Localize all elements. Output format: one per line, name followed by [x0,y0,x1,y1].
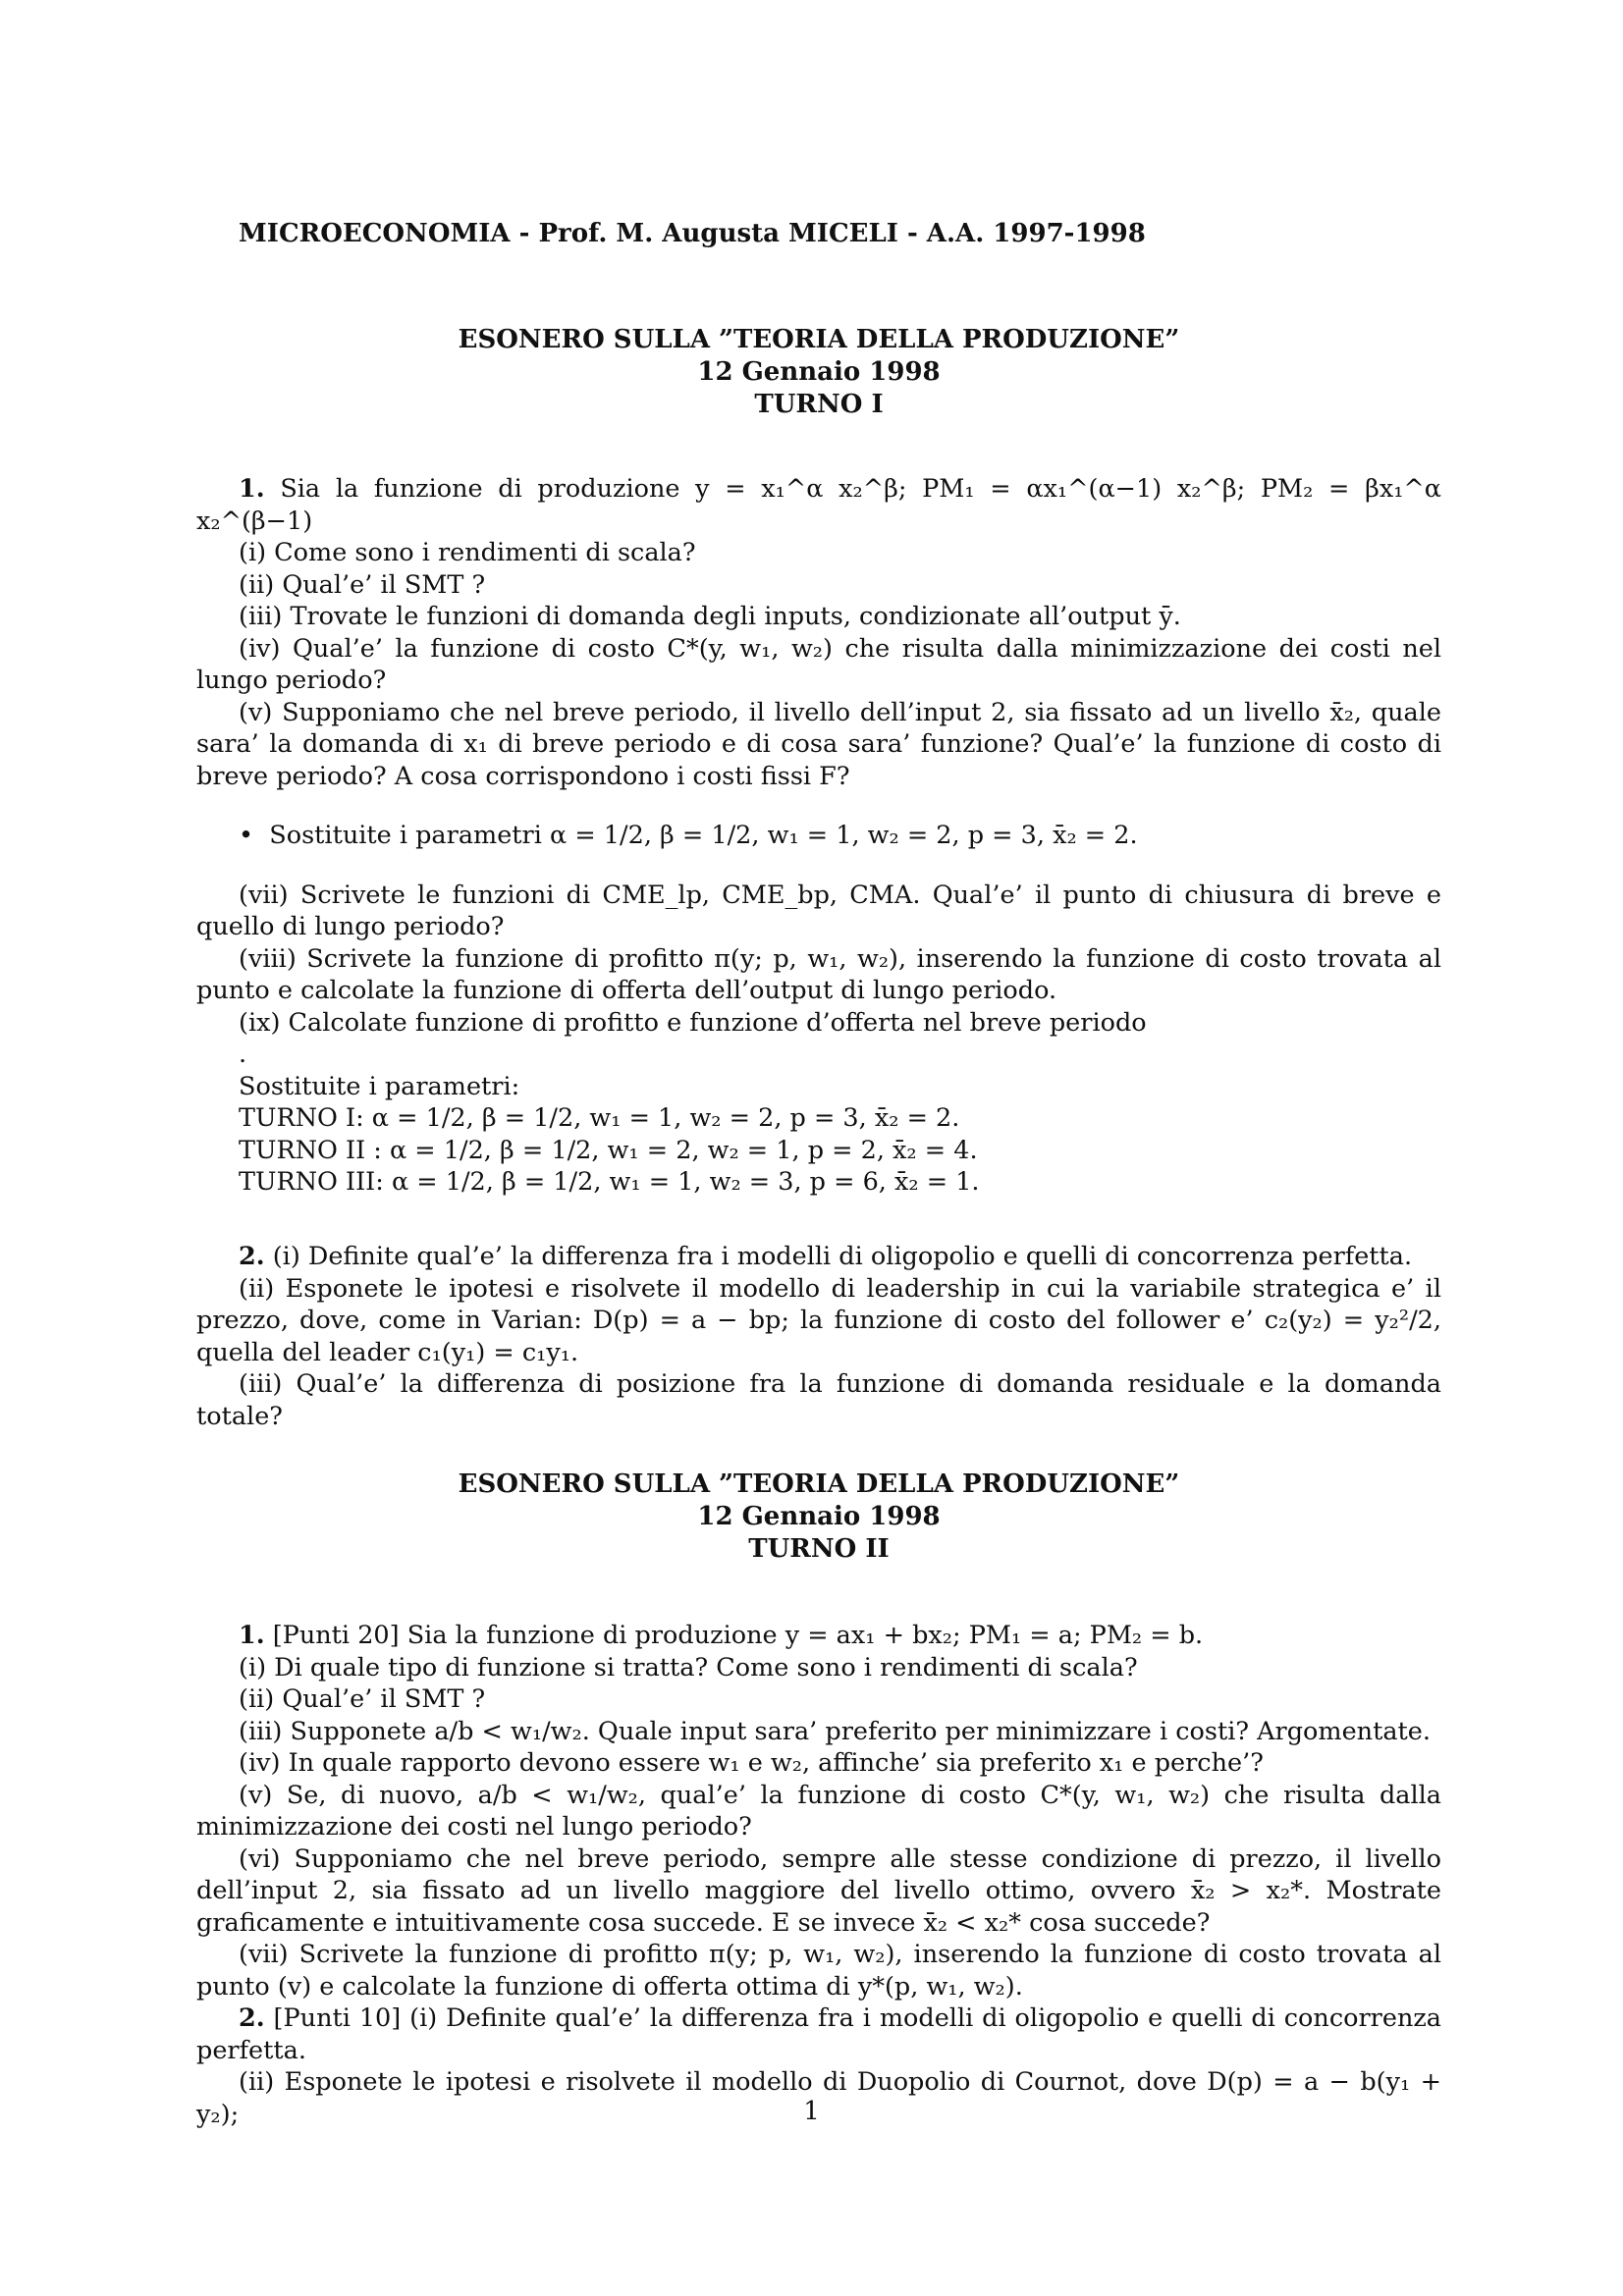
question-2-i [196,1241,1441,1273]
course-header: MICROECONOMIA - Prof. M. Augusta MICELI - A.A. 1997-1998 [239,219,1146,248]
question-viii: (viii) Scrivete la funzione di profitto π(y; p, w₁, w₂), inserendo la funzione di costo trovata al punto e calcolate la funzione di offerta dell’output di lungo periodo. [196,943,1441,1005]
exercise-number: 2. [239,2003,265,2033]
exam-title: ESONERO SULLA ”TEORIA DELLA PRODUZIONE” [458,1469,1180,1499]
exercise-text: Sia la funzione di produzione y = x₁^α x₂^β; PM₁ = αx₁^(α−1) x₂^β; PM₂ = βx₁^α x₂^(β−1) [196,474,1442,536]
exercise-1-turno-2 [196,1620,1441,2130]
section-title-turno-2 [196,1468,1441,1566]
exercise-intro [196,473,1441,537]
bullet-item [196,820,1441,852]
question-iv: (iv) In quale rapporto devono essere w₁ e w₂, affinche’ sia preferito x₁ e perche’? [239,1748,1264,1778]
bullet-text: Sostituite i parametri α = 1/2, β = 1/2, w₁ = 1, w₂ = 2, p = 3, x̄₂ = 2. [269,821,1138,850]
question-2-ii: (ii) Esponete le ipotesi e risolvete il modello di leadership in cui la variabile strategica e’ il prezzo, dove, come in Varian: D(p) = a − bp; la funzione di costo del follower e’ c₂(y₂) = y₂²/2, quella del leader c₁(y₁) = c₁y₁. [196,1273,1441,1367]
exam-date: 12 Gennaio 1998 [697,1502,941,1531]
question-ix: (ix) Calcolate funzione di profitto e funzione d’offerta nel breve periodo [239,1007,1147,1038]
question-vi: (vi) Supponiamo che nel breve periodo, sempre alle stesse condizione di prezzo, il livello dell’input 2, sia fissato ad un livello maggiore del livello ottimo, ovvero x̄₂ > x₂*. Mostrate graficamente e intuitivamente cosa succede. E se invece x̄₂ < x₂* cosa succede? [196,1843,1441,1938]
exercise-number: 1. [239,1621,265,1650]
question-vii: (vii) Scrivete le funzioni di CME_lp, CME_bp, CMA. Qual’e’ il punto di chiusura di breve e quello di lungo periodo? [196,880,1441,941]
exercise-number: 1. [239,474,265,504]
parameters-turno-2: TURNO II : α = 1/2, β = 1/2, w₁ = 2, w₂ = 1, p = 2, x̄₂ = 4. [239,1135,978,1165]
bullet-icon: • [239,821,270,850]
exercise-intro [196,1620,1441,1652]
question-v: (v) Se, di nuovo, a/b < w₁/w₂, qual’e’ la funzione di costo C*(y, w₁, w₂) che risulta dalla minimizzazione dei costi nel lungo periodo? [196,1780,1441,1842]
question-iii: (iii) Trovate le funzioni di domanda degli inputs, condizionate all’output ȳ. [239,602,1181,631]
question-v: (v) Supponiamo che nel breve periodo, il livello dell’input 2, sia fissato ad un livello x̄₂, quale sara’ la domanda di x₁ di breve periodo e di cosa sara’ funzione? Qual’e’ la funzione di costo di breve periodo? A cosa corrispondono i costi fissi F? [196,697,1441,791]
exam-title: ESONERO SULLA ”TEORIA DELLA PRODUZIONE” [458,325,1180,354]
exercise-1-turno-1 [196,473,1441,1199]
question-2-ii: (ii) Esponete le ipotesi e risolvete il modello di Duopolio di Cournot, dove D(p) = a − b(y₁ + y₂); [196,2067,1441,2129]
question-iv: (iv) Qual’e’ la funzione di costo C*(y, w₁, w₂) che risulta dalla minimizzazione dei costi nel lungo periodo? [196,633,1441,695]
question-2-iii: (iii) Qual’e’ la differenza di posizione fra la funzione di domanda residuale e la domanda totale? [196,1369,1441,1431]
parameters-turno-3: TURNO III: α = 1/2, β = 1/2, w₁ = 1, w₂ = 3, p = 6, x̄₂ = 1. [239,1167,980,1197]
question-ii: (ii) Qual’e’ il SMT ? [239,1684,486,1714]
parameters-turno-1: TURNO I: α = 1/2, β = 1/2, w₁ = 1, w₂ = 2, p = 3, x̄₂ = 2. [239,1103,960,1133]
question-i: (i) Come sono i rendimenti di scala? [239,538,696,567]
exam-turno: TURNO I [754,390,884,419]
question-iii: (iii) Supponete a/b < w₁/w₂. Quale input sara’ preferito per minimizzare i costi? Argomentate. [239,1716,1432,1746]
exercise-2-intro [196,2002,1441,2066]
exercise-text: (i) Definite qual’e’ la differenza fra i modelli di oligopolio e quelli di concorrenza perfetta. [272,1242,1413,1271]
parameters-heading: Sostituite i parametri: [239,1071,520,1101]
exam-turno: TURNO II [748,1534,890,1564]
exercise-text: [Punti 10] (i) Definite qual’e’ la differenza fra i modelli di oligopolio e quelli di concorrenza perfetta. [196,2003,1442,2065]
question-i: (i) Di quale tipo di funzione si tratta? Come sono i rendimenti di scala? [239,1652,1138,1682]
exercise-number: 2. [239,1242,265,1271]
section-title-turno-1 [196,324,1441,421]
exercise-2-turno-1 [196,1241,1441,1432]
question-vii: (vii) Scrivete la funzione di profitto π(y; p, w₁, w₂), inserendo la funzione di costo trovata al punto (v) e calcolate la funzione di offerta ottima di y*(p, w₁, w₂). [196,1940,1441,2002]
exercise-text: [Punti 20] Sia la funzione di produzione y = ax₁ + bx₂; PM₁ = a; PM₂ = b. [272,1621,1204,1650]
stray-dot: . [239,1040,247,1069]
exam-date: 12 Gennaio 1998 [697,357,941,387]
question-ii: (ii) Qual’e’ il SMT ? [239,569,486,600]
page-number: 1 [803,2097,820,2126]
